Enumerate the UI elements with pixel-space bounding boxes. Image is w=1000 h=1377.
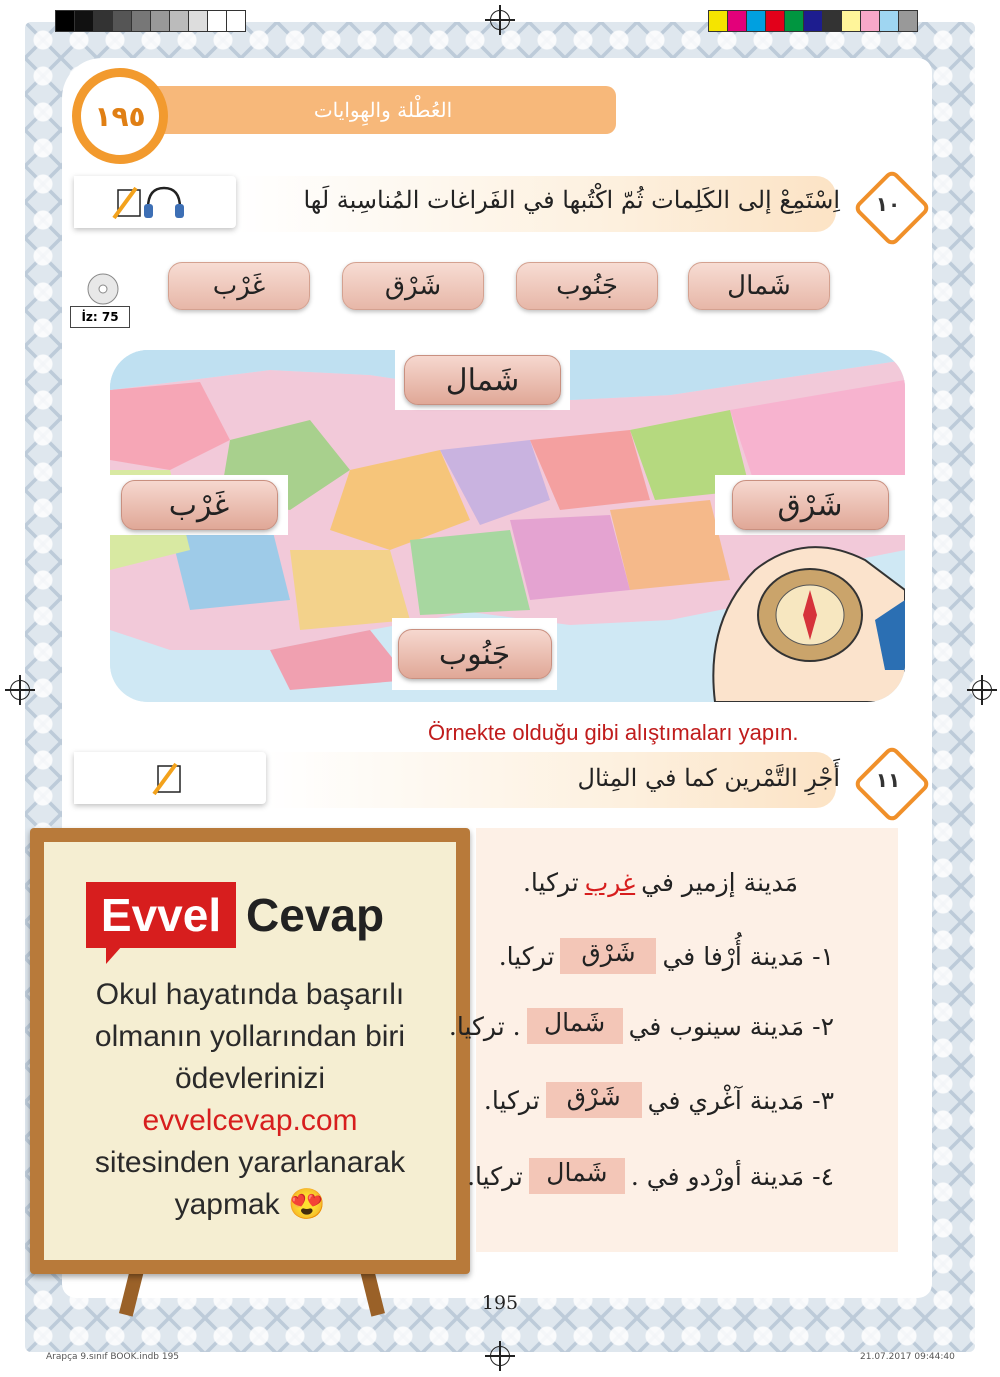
- compass-hands-illustration: [695, 530, 905, 702]
- answer-3-prefix: ٣- مَدينة آغْري في: [647, 1085, 834, 1115]
- word-pill-west: غَرْب: [168, 262, 310, 310]
- turkish-instruction: Örnekte olduğu gibi alıştımaları yapın.: [428, 720, 799, 745]
- map-label-west: غَرْب: [121, 480, 278, 530]
- listen-write-icons: [74, 176, 236, 228]
- word-pill-north: شَمال: [688, 262, 830, 310]
- logo-speech-tail: [106, 946, 122, 964]
- board-site-link[interactable]: evvelcevap.com: [142, 1104, 358, 1137]
- unit-title: العُطْلة والهِوايات: [313, 98, 453, 122]
- exercise-10-icon-box: [74, 176, 236, 228]
- answer-3-field[interactable]: شَرْق: [546, 1082, 642, 1118]
- answer-4-field[interactable]: شَمال: [529, 1158, 625, 1194]
- logo-evvel: Evvel: [86, 882, 236, 948]
- board-line-2: olmanın yollarından biri: [94, 1020, 406, 1053]
- exercise-11-title: أَجْرِ التَّمْرين كما في المِثال: [577, 764, 840, 792]
- exercise-10-number: ١٠: [875, 192, 901, 216]
- answer-4-suffix: تركيا.: [467, 1161, 523, 1191]
- map-label-south-box: [392, 618, 557, 690]
- crosshair-left-icon: [10, 680, 30, 700]
- answers-panel: [448, 828, 898, 1252]
- example-answer: غرب: [584, 868, 636, 897]
- crosshair-right-icon: [972, 680, 992, 700]
- registration-gray-bar: [55, 10, 246, 32]
- word-pill-south: جَنُوب: [516, 262, 658, 310]
- logo-cevap: Cevap: [246, 889, 385, 941]
- crosshair-top-icon: [490, 10, 510, 30]
- unit-title-bar: [150, 86, 616, 134]
- cd-icon: [86, 272, 120, 306]
- word-pill-east: شَرْق: [342, 262, 484, 310]
- map-label-west-box: [110, 475, 288, 535]
- example-before: مَدينة إزمير في: [641, 868, 798, 897]
- answer-row-1: [499, 938, 834, 974]
- turkey-map: [110, 350, 905, 702]
- board-line-3: ödevlerinizi: [174, 1062, 326, 1095]
- board-line-4: sitesinden yararlanarak: [94, 1146, 406, 1179]
- map-label-north: شَمال: [404, 355, 561, 405]
- answer-2-prefix: ٢- مَدينة سينوب في: [628, 1011, 834, 1041]
- map-label-east-box: [715, 475, 905, 535]
- answer-1-field[interactable]: شَرْق: [560, 938, 656, 974]
- pencil-paper-icon: [74, 752, 266, 804]
- exercise-11-icon-box: [74, 752, 266, 804]
- track-number: İz: 75: [70, 306, 130, 328]
- print-timestamp: 21.07.2017 09:44:40: [860, 1352, 955, 1362]
- file-info: Arapça 9.sınıf BOOK.indb 195: [46, 1352, 180, 1362]
- example-after: تركيا.: [522, 868, 579, 897]
- example-sentence: [523, 868, 798, 897]
- page-number: 195: [481, 1292, 519, 1314]
- board-line-5: yapmak: [174, 1188, 280, 1221]
- board-line-1: Okul hayatında başarılı: [95, 978, 405, 1011]
- answer-2-field[interactable]: شَمال: [527, 1008, 623, 1044]
- answer-4-prefix: ٤- مَدينة أورْدو في .: [630, 1161, 834, 1191]
- answer-row-2: [449, 1008, 834, 1044]
- pencil-paper-icon: [114, 188, 140, 218]
- answer-2-suffix: . تركيا.: [448, 1011, 521, 1041]
- answer-1-prefix: ١- مَدينة أُرْفا في: [662, 941, 834, 971]
- easel-board: [30, 828, 470, 1274]
- answer-row-3: [484, 1082, 834, 1118]
- registration-color-bar: [708, 10, 918, 32]
- exercise-11-number: ١١: [875, 768, 901, 792]
- map-label-north-box: [395, 350, 570, 410]
- answer-1-suffix: تركيا.: [498, 941, 555, 971]
- answer-row-4: [467, 1158, 834, 1194]
- map-label-east: شَرْق: [732, 480, 889, 530]
- headphones-icon: [144, 188, 184, 218]
- board-surface: [44, 842, 456, 1260]
- page-badge: ١٩٥: [72, 68, 168, 164]
- answer-3-suffix: تركيا.: [483, 1085, 540, 1115]
- map-label-south: جَنُوب: [398, 629, 552, 679]
- crosshair-bottom-icon: [490, 1346, 510, 1366]
- heart-eyes-emoji-icon: 😍: [288, 1188, 326, 1221]
- exercise-10-title: اِسْتَمِعْ إلى الكَلِمات ثُمّ اكْتُبها في الفَراغات المُناسِبة لَها: [303, 186, 840, 214]
